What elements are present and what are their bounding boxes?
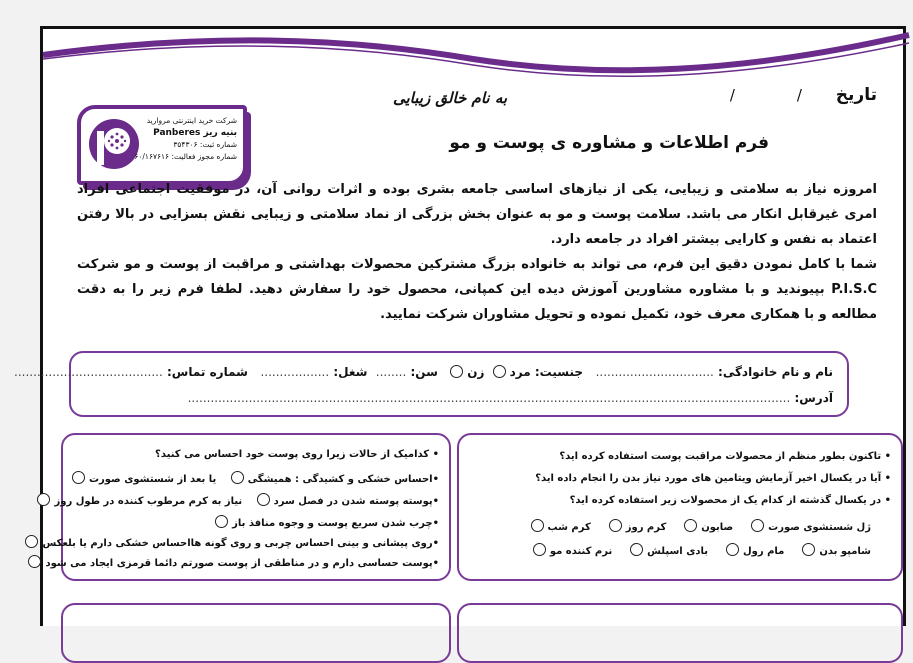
oily-label: •چرب شدن سریع پوست و وجوه منافذ باز <box>232 518 439 529</box>
gender-label: جنسیت: <box>534 365 584 379</box>
female-radio[interactable] <box>450 365 463 378</box>
name-label: نام و نام خانوادگی: <box>718 365 833 379</box>
moisturizer-need-label: نیاز به کرم مرطوب کننده در طول روز <box>54 496 243 507</box>
personal-info-box <box>14 351 849 417</box>
job-label: شغل: <box>333 365 368 379</box>
conditioner-radio[interactable] <box>533 543 546 556</box>
info-row-2 <box>188 391 833 405</box>
dry-after-wash-radio[interactable] <box>72 471 85 484</box>
roll-on-radio[interactable] <box>726 543 739 556</box>
intro-paragraph-2: شما با کامل نمودن دقیق این فرم، می تواند به خانواده بزرگ مشترکین محصولات بهداشتی و مراقبت از پوست و مو شرکت P.I.S.C بپیوندید و با مشاوره مشاورین آموزش دیده این کمپانی، محصول خود را سفارش دهید. لطفا فرم زیر را به دقت مطالعه و با همکاری معرف خود، تکمیل نموده و تحویل مشاوران شرکت نمایید. <box>77 257 877 322</box>
date-label: تاریخ <box>835 85 877 105</box>
face-wash-label: ژل شستشوی صورت <box>768 522 871 533</box>
skin-question: • کدامیک از حالات زیرا روی پوست خود احساس می کنید؟ <box>155 449 439 460</box>
age-label: سن: <box>410 365 438 379</box>
male-label: مرد <box>509 365 531 379</box>
body-shampoo-radio[interactable] <box>802 543 815 556</box>
usage-question-3: • در یکسال گذشته از کدام یک از محصولات زیر استفاده کرده اید؟ <box>569 495 891 506</box>
conditioner-label: نرم کننده مو <box>549 546 613 557</box>
skin-option-3 <box>211 515 439 529</box>
combination-radio[interactable] <box>25 535 38 548</box>
night-cream-label: کرم شب <box>547 522 591 533</box>
product-row-2 <box>529 543 871 557</box>
roll-on-label: مام رول <box>742 546 785 557</box>
logo-brand-en: Panberes <box>153 128 201 138</box>
soap-label: صابون <box>701 522 734 533</box>
address-label: آدرس: <box>794 391 833 405</box>
day-cream-label: کرم روز <box>625 522 667 533</box>
skin-option-1 <box>68 471 439 485</box>
skin-option-5 <box>24 555 439 569</box>
male-radio[interactable] <box>493 365 506 378</box>
flaky-radio[interactable] <box>257 493 270 506</box>
header-wave-decoration <box>43 29 909 89</box>
lower-left-box <box>61 603 451 663</box>
female-label: زن <box>467 365 485 379</box>
logo-text-block <box>133 115 237 163</box>
lower-right-box <box>457 603 903 663</box>
date-slash-2: / <box>729 86 735 104</box>
combination-label: •روی پیشانی و بینی احساس چربی و روی گونه هااحساس خشکی دارم یا بلعکس <box>42 538 439 549</box>
phone-label: شماره تماس: <box>167 365 248 379</box>
logo-registration: شماره ثبت: ۳۵۴۳۰۶ <box>173 140 237 149</box>
body-shampoo-label: شامپو بدن <box>819 546 871 557</box>
product-row-1 <box>527 519 872 533</box>
phone-field[interactable]: ....................................... <box>14 365 163 379</box>
night-cream-radio[interactable] <box>531 519 544 532</box>
skin-option-2 <box>33 493 439 507</box>
body-splash-label: بادی اسپلش <box>647 546 709 557</box>
job-field[interactable]: .................. <box>260 365 330 379</box>
date-field <box>702 85 877 105</box>
moisturizer-need-radio[interactable] <box>37 493 50 506</box>
oily-radio[interactable] <box>215 515 228 528</box>
info-row-1 <box>14 365 833 379</box>
address-field[interactable]: .............................................................................................................................................................. <box>187 391 791 405</box>
logo-license: شماره مجوز فعالیت: ۶۰/۱۶۷۶۱۶ <box>134 152 237 161</box>
skin-condition-box <box>42 433 451 581</box>
face-wash-radio[interactable] <box>751 519 764 532</box>
body-splash-radio[interactable] <box>630 543 643 556</box>
soap-radio[interactable] <box>684 519 697 532</box>
name-field[interactable]: ............................... <box>595 365 714 379</box>
date-slash-1: / <box>796 86 802 104</box>
dry-always-label: •احساس خشکی و کشیدگی : همیشگی <box>247 474 439 485</box>
sensitive-radio[interactable] <box>28 555 41 568</box>
logo-brand-fa: بنیه ریز <box>203 128 237 138</box>
dry-after-wash-label: یا بعد از شستشوی صورت <box>88 474 217 485</box>
intro-paragraph-1: امروزه نیاز به سلامتی و زیبایی، یکی از نیازهای اساسی جامعه بشری بوده و اثرات روانی آن، در موفقیت اجتماعی افراد امری غیرقابل انکار می باشد. سلامت پوست و مو به عنوان بخش بزرگی از نماد سلامتی و زیبایی نقش بسزایی در بالا رفتن اعتماد به نفس و کارایی بیشتر افراد در جامعه دارد. <box>77 182 877 247</box>
form-sheet <box>14 26 906 626</box>
intro-text <box>77 177 877 327</box>
company-logo <box>77 105 247 185</box>
day-cream-radio[interactable] <box>609 519 622 532</box>
form-title: فرم اطلاعات و مشاوره ی پوست و مو <box>449 133 769 153</box>
age-field[interactable]: ........ <box>375 365 407 379</box>
usage-question-1: • تاکنون بطور منظم از محصولات مراقبت پوست استفاده کرده اید؟ <box>559 451 891 462</box>
bismillah-heading: به نام خالق زیبایی <box>393 89 508 107</box>
product-usage-box <box>457 433 903 581</box>
usage-question-2: • آیا در یکسال اخیر آزمایش ویتامین های مورد نیاز بدن را انجام داده اید؟ <box>535 473 891 484</box>
dry-always-radio[interactable] <box>231 471 244 484</box>
sensitive-label: •پوست حساسی دارم و در مناطقی از پوست صورتم دائما قرمزی ایجاد می شود <box>45 558 439 569</box>
flaky-label: •پوسته پوسته شدن در فصل سرد <box>273 496 439 507</box>
skin-option-4 <box>21 535 439 549</box>
logo-company-line: شرکت خرید اینترنتی مروارید <box>146 116 237 125</box>
